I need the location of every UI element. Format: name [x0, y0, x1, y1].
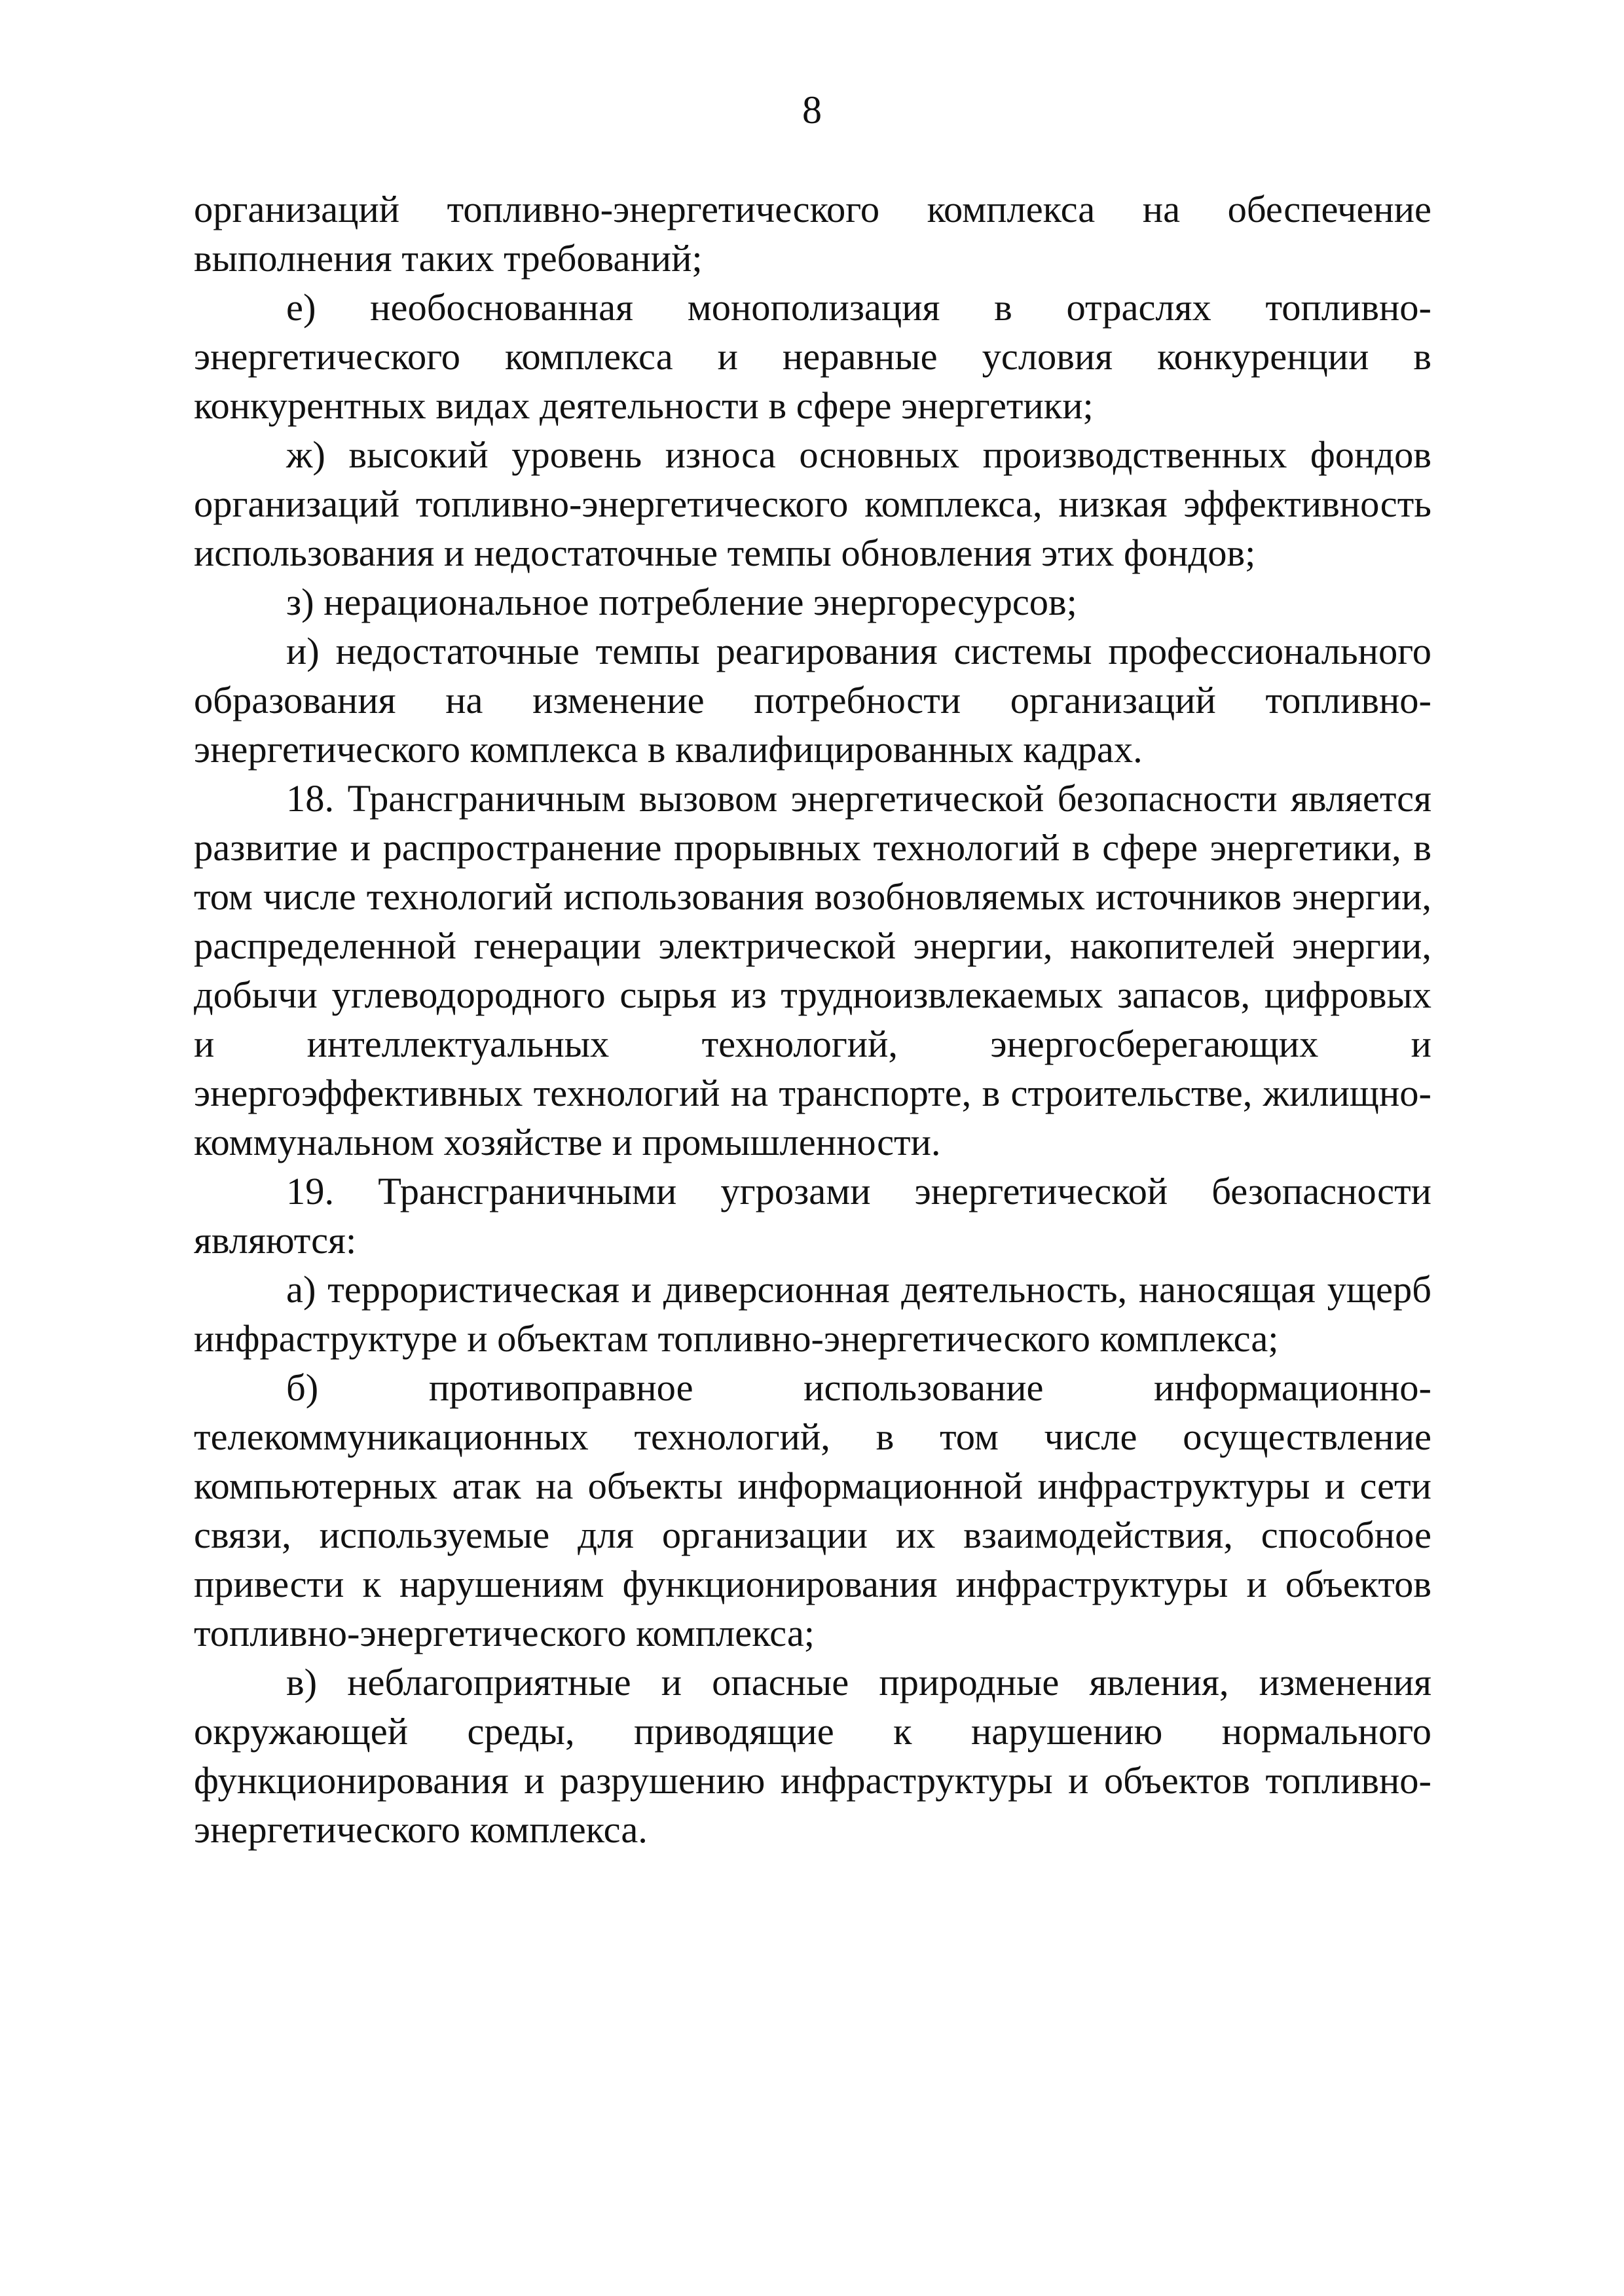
paragraph-item-b: б) противоправное использование информационно-телекоммуникационных технологий, в том числе осуществление компьютерных атак на объекты информационной инфраструктуры и сети связи, используемые для организации их взаимодействия, способное привести к нарушениям функционирования инфраструктуры и объектов топливно-энергетического комплекса; [194, 1366, 1431, 1654]
paragraph-section-18: 18. Трансграничным вызовом энергетической безопасности является развитие и распространение прорывных технологий в сфере энергетики, в том числе технологий использования возобновляемых источников энергии, распределенной генерации электрической энергии, накопителей энергии, добычи углеводородного сырья из трудноизвлекаемых запасов, цифровых и интеллектуальных технологий, энергосберегающих и энергоэффективных технологий на транспорте, в строительстве, жилищно-коммунальном хозяйстве и промышленности. [194, 777, 1431, 1163]
paragraph-item-e: е) необоснованная монополизация в отраслях топливно-энергетического комплекса и неравные условия конкуренции в конкурентных видах деятельности в сфере энергетики; [194, 286, 1431, 427]
paragraph-item-v: в) неблагоприятные и опасные природные явления, изменения окружающей среды, приводящие к нарушению нормального функционирования и разрушению инфраструктуры и объектов топливно-энергетического комплекса. [194, 1661, 1431, 1851]
paragraph-continuation: организаций топливно-энергетического комплекса на обеспечение выполнения таких требований; [194, 188, 1431, 280]
document-body [194, 185, 1431, 1854]
paragraph-item-zh: ж) высокий уровень износа основных производственных фондов организаций топливно-энергетического комплекса, низкая эффективность использования и недостаточные темпы обновления этих фондов; [194, 433, 1431, 574]
page-number: 8 [802, 88, 822, 132]
paragraph-section-19: 19. Трансграничными угрозами энергетической безопасности являются: [194, 1170, 1431, 1262]
paragraph-item-i: и) недостаточные темпы реагирования системы профессионального образования на изменение потребности организаций топливно-энергетического комплекса в квалифицированных кадрах. [194, 630, 1431, 771]
paragraph-item-a: а) террористическая и диверсионная деятельность, наносящая ущерб инфраструктуре и объектам топливно-энергетического комплекса; [194, 1268, 1431, 1360]
paragraph-item-z: з) нерациональное потребление энергоресурсов; [286, 581, 1077, 623]
